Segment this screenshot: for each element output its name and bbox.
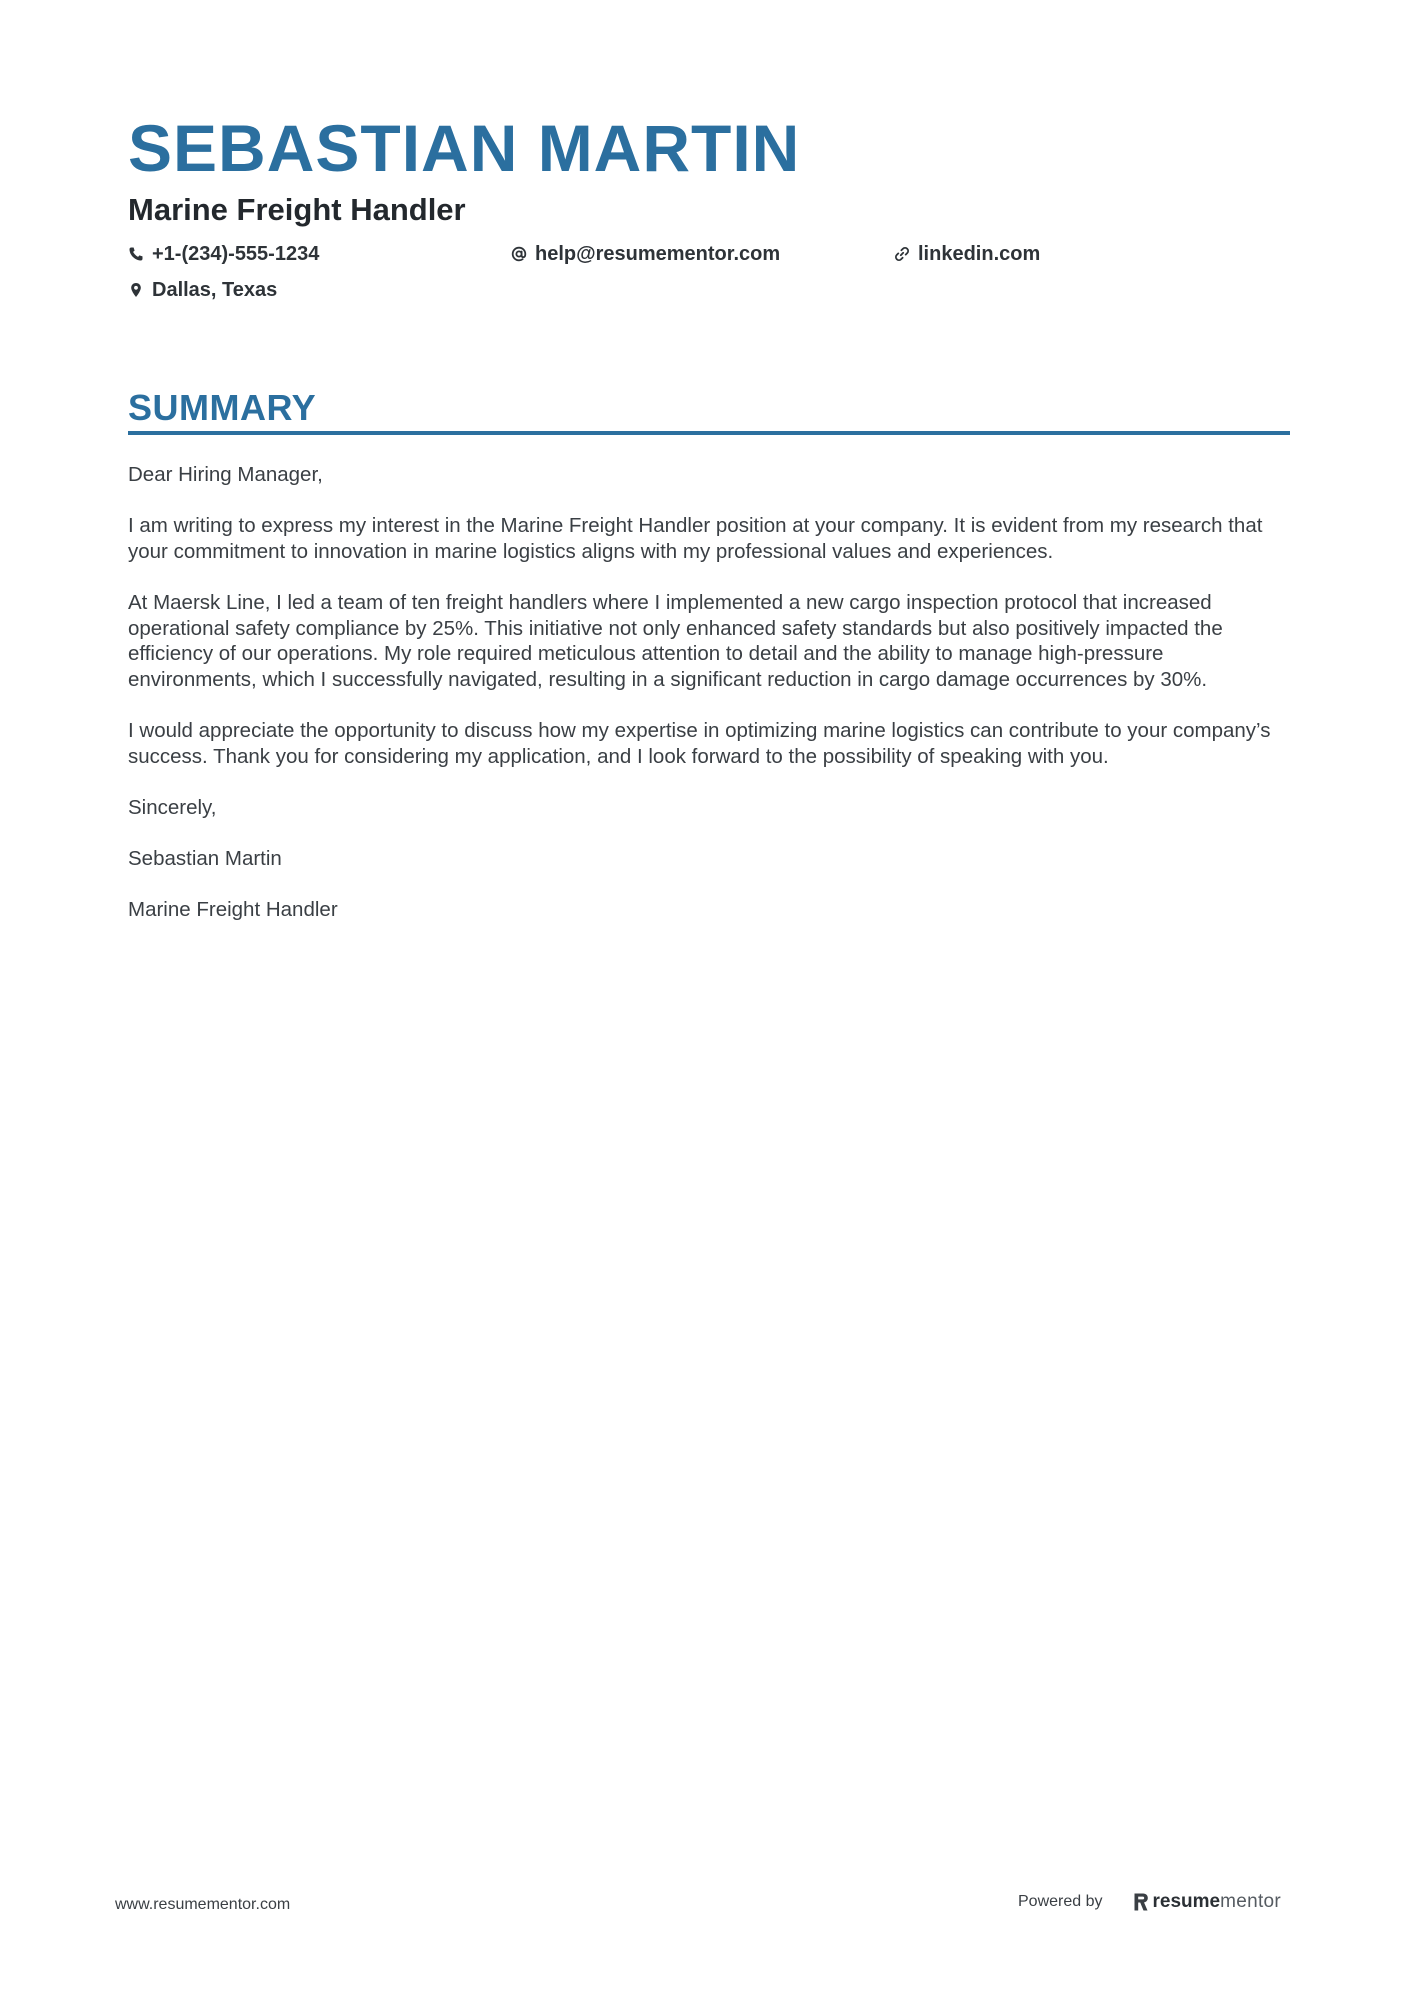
contact-phone — [128, 241, 319, 267]
letter-paragraph: I am writing to express my interest in the Marine Freight Handler position at your company. It is evident from my research that your commitment to innovation in marine logistics aligns with my professional values and experiences. — [128, 514, 1263, 563]
contact-email[interactable] — [511, 241, 780, 267]
letter-salutation: Dear Hiring Manager, — [128, 463, 323, 486]
resumementor-logo[interactable] — [1133, 1891, 1282, 1913]
brand-text-mentor: mentor — [1220, 1891, 1282, 1912]
contact-location — [128, 277, 277, 303]
letter-body — [128, 462, 1290, 948]
signature-name: Sebastian Martin — [128, 846, 282, 870]
letter-closing: Sincerely, — [128, 795, 217, 819]
candidate-name: SEBASTIAN MARTIN — [128, 111, 801, 185]
letter-paragraph: At Maersk Line, I led a team of ten freight handlers where I implemented a new cargo inspection protocol that increased operational safety compliance by 25%. This initiative not only enhanced safety standards but also positively impacted the efficiency of our operations. My role required meticulous attention to detail and the ability to manage high-pressure environments, which I successfully navigated, resulting in a significant reduction in cargo damage occurrences by 30%. — [128, 590, 1223, 691]
footer-website[interactable]: www.resumementor.com — [115, 1896, 291, 1913]
contact-location-text: Dallas, Texas — [152, 279, 278, 301]
letter-paragraph: I would appreciate the opportunity to discuss how my expertise in optimizing marine logistics can contribute to your company’s success. Thank you for considering my application, and I look forward to the possibility of speaking with you. — [128, 718, 1271, 768]
brand-text-resume: resume — [1152, 1891, 1221, 1912]
resumementor-logo-icon — [1133, 1892, 1149, 1912]
signature-title: Marine Freight Handler — [128, 898, 338, 922]
contact-linkedin-text[interactable]: linkedin.com — [918, 243, 1041, 265]
link-icon — [894, 246, 910, 262]
at-icon — [511, 246, 527, 262]
section-title-summary: SUMMARY — [128, 387, 317, 428]
section-divider — [128, 431, 1290, 435]
contact-linkedin[interactable] — [894, 241, 1040, 267]
candidate-title: Marine Freight Handler — [128, 192, 466, 227]
contact-phone-text: +1-(234)-555-1234 — [152, 243, 320, 265]
location-pin-icon — [128, 282, 144, 298]
phone-icon — [128, 246, 144, 262]
powered-by-label: Powered by — [1018, 1893, 1103, 1910]
contact-email-text[interactable]: help@resumementor.com — [535, 243, 781, 265]
footer-branding — [1018, 1891, 1281, 1913]
